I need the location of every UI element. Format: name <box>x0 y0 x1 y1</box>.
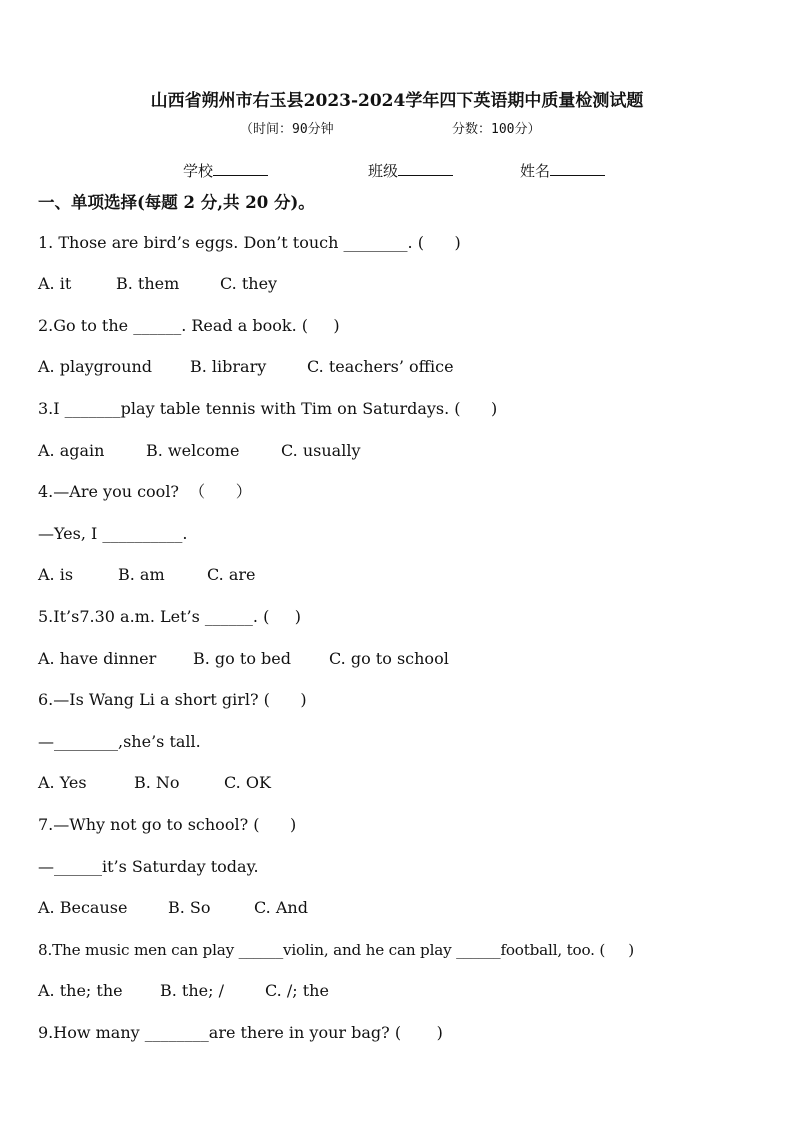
option-a: A. the; the <box>38 981 123 1000</box>
name-field <box>520 160 605 181</box>
question-8: 8.The music men can play ______violin, and he can play ______football, too. ( ) <box>38 941 634 959</box>
name-blank[interactable] <box>550 161 605 176</box>
question-4: 4.—Are you cool? （ ） <box>38 482 252 501</box>
question-5-options <box>38 649 449 669</box>
question-6: 6.—Is Wang Li a short girl? ( ) <box>38 690 307 709</box>
question-3-options <box>38 441 360 461</box>
question-7-options <box>38 898 308 918</box>
option-a: A. again <box>38 441 105 460</box>
option-c: C. usually <box>281 441 361 460</box>
option-a: A. Because <box>38 898 128 917</box>
school-field <box>183 160 268 181</box>
question-7-answer: —______it’s Saturday today. <box>38 857 259 876</box>
question-1-options <box>38 274 277 294</box>
option-b: B. welcome <box>146 441 240 460</box>
question-3: 3.I _______play table tennis with Tim on Saturdays. ( ) <box>38 399 498 418</box>
class-blank[interactable] <box>398 161 453 176</box>
question-6-options <box>38 773 271 793</box>
option-a: A. playground <box>38 357 153 376</box>
option-b: B. the; / <box>160 981 224 1000</box>
option-b: B. them <box>116 274 180 293</box>
option-c: C. are <box>207 565 256 584</box>
option-a: A. it <box>38 274 72 293</box>
exam-score: 分数：100分） <box>452 122 541 137</box>
option-a: A. have dinner <box>38 649 157 668</box>
section-heading: 一、单项选择(每题 2 分,共 20 分)。 <box>38 193 315 212</box>
school-label: 学校 <box>183 162 214 180</box>
question-1: 1. Those are bird’s eggs. Don’t touch ________. ( ) <box>38 233 461 252</box>
school-blank[interactable] <box>213 161 268 176</box>
option-c: C. OK <box>224 773 271 792</box>
option-b: B. library <box>190 357 267 376</box>
exam-time: （时间：90分钟 <box>240 122 334 137</box>
option-a: A. Yes <box>38 773 87 792</box>
option-c: C. go to school <box>329 649 449 668</box>
question-4-options <box>38 565 256 585</box>
option-b: B. So <box>168 898 211 917</box>
option-c: C. /; the <box>265 981 329 1000</box>
class-field <box>368 160 453 181</box>
option-b: B. No <box>134 773 180 792</box>
option-a: A. is <box>38 565 74 584</box>
question-6-answer: —________,she’s tall. <box>38 732 201 751</box>
question-7: 7.—Why not go to school? ( ) <box>38 815 297 834</box>
question-2-options <box>38 357 454 377</box>
option-c: C. And <box>254 898 308 917</box>
option-b: B. go to bed <box>193 649 291 668</box>
exam-title: 山西省朔州市右玉县2023-2024学年四下英语期中质量检测试题 <box>150 91 644 111</box>
question-4-answer: —Yes, I __________. <box>38 524 188 543</box>
class-label: 班级 <box>368 162 399 180</box>
option-b: B. am <box>118 565 165 584</box>
question-2: 2.Go to the ______. Read a book. ( ) <box>38 316 340 335</box>
name-label: 姓名 <box>520 162 551 180</box>
question-8-options <box>38 981 329 1001</box>
question-5: 5.It’s7.30 a.m. Let’s ______. ( ) <box>38 607 301 626</box>
option-c: C. they <box>220 274 278 293</box>
question-9: 9.How many ________are there in your bag? ( ) <box>38 1023 443 1042</box>
option-c: C. teachers’ office <box>307 357 454 376</box>
